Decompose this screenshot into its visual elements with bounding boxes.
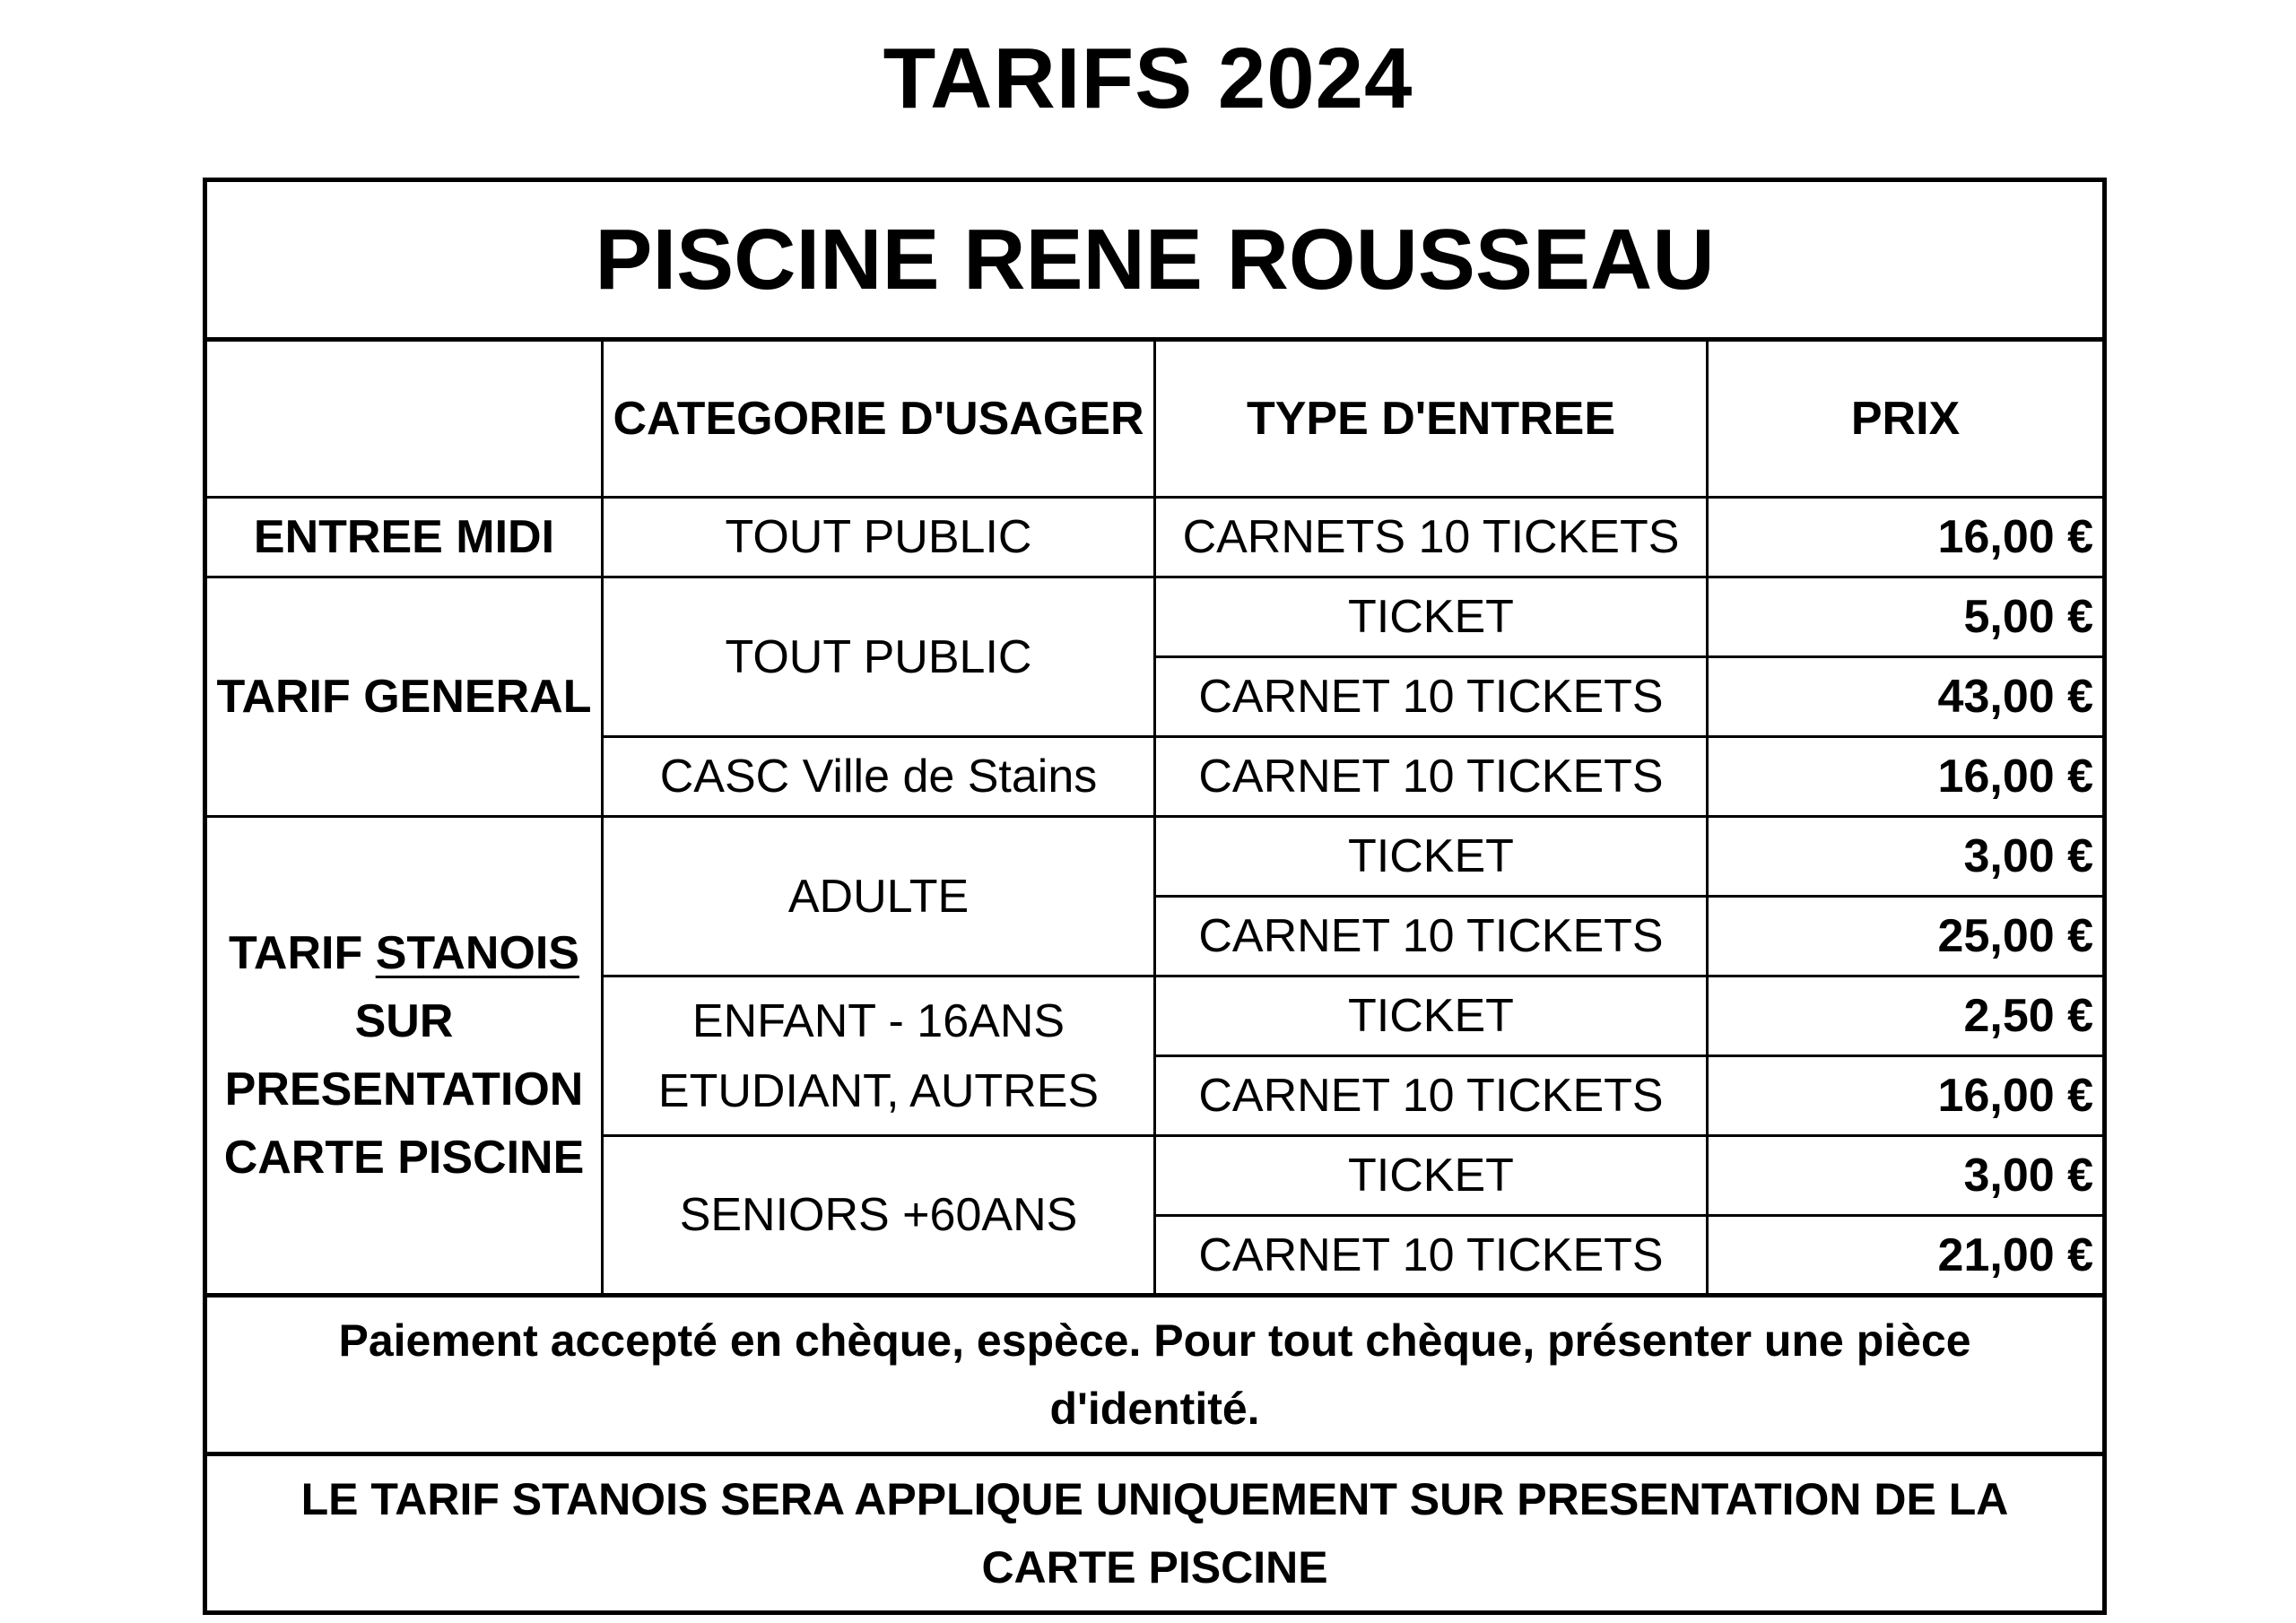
category-enfant-line1: ENFANT - 16ANS <box>691 994 1065 1047</box>
category-cell <box>603 976 1155 1136</box>
category-cell: SENIORS +60ANS <box>603 1136 1155 1296</box>
type-cell: CARNET 10 TICKETS <box>1155 1216 1708 1296</box>
type-cell: CARNET 10 TICKETS <box>1155 1056 1708 1136</box>
category-cell: CASC Ville de Stains <box>603 737 1155 817</box>
table-row <box>205 498 2105 577</box>
price-cell: 3,00 € <box>1708 1136 2105 1216</box>
group-label-midi: ENTREE MIDI <box>205 498 603 577</box>
price-cell: 16,00 € <box>1708 737 2105 817</box>
price-cell: 43,00 € <box>1708 657 2105 737</box>
category-cell: TOUT PUBLIC <box>603 498 1155 577</box>
stanois-note: LE TARIF STANOIS SERA APPLIQUE UNIQUEMENT SUR PRESENTATION DE LA CARTE PISCINE <box>205 1454 2105 1613</box>
stanois-label-line4: CARTE PISCINE <box>223 1132 585 1184</box>
type-cell: CARNET 10 TICKETS <box>1155 897 1708 976</box>
price-cell: 2,50 € <box>1708 976 2105 1056</box>
footer-row <box>205 1454 2105 1613</box>
header-category: CATEGORIE D'USAGER <box>603 340 1155 498</box>
stanois-label-prefix: TARIF <box>229 927 376 979</box>
price-cell: 5,00 € <box>1708 577 2105 657</box>
type-cell: CARNETS 10 TICKETS <box>1155 498 1708 577</box>
price-cell: 25,00 € <box>1708 897 2105 976</box>
price-cell: 16,00 € <box>1708 1056 2105 1136</box>
stanois-label-line2: SUR <box>354 995 454 1047</box>
stanois-label-underlined: STANOIS <box>375 927 579 979</box>
price-cell: 21,00 € <box>1708 1216 2105 1296</box>
group-label-general: TARIF GENERAL <box>205 577 603 817</box>
table-title-row <box>205 180 2105 340</box>
price-cell: 16,00 € <box>1708 498 2105 577</box>
payment-note: Paiement accepté en chèque, espèce. Pour tout chèque, présenter une pièce d'identité. <box>205 1296 2105 1454</box>
category-cell: ADULTE <box>603 817 1155 976</box>
header-label <box>205 340 603 498</box>
table-header-row <box>205 340 2105 498</box>
type-cell: TICKET <box>1155 577 1708 657</box>
table-row <box>205 577 2105 657</box>
category-enfant-line2: ETUDIANT, AUTRES <box>657 1064 1100 1117</box>
table-title: PISCINE RENE ROUSSEAU <box>205 180 2105 340</box>
type-cell: TICKET <box>1155 976 1708 1056</box>
header-price: PRIX <box>1708 340 2105 498</box>
group-label-stanois <box>205 817 603 1296</box>
footer-row <box>205 1296 2105 1454</box>
page-title: TARIFS 2024 <box>883 30 1413 126</box>
type-cell: CARNET 10 TICKETS <box>1155 737 1708 817</box>
category-cell: TOUT PUBLIC <box>603 577 1155 737</box>
table-row <box>205 817 2105 897</box>
type-cell: CARNET 10 TICKETS <box>1155 657 1708 737</box>
header-type: TYPE D'ENTREE <box>1155 340 1708 498</box>
tariff-table <box>203 178 2107 1615</box>
price-cell: 3,00 € <box>1708 817 2105 897</box>
type-cell: TICKET <box>1155 1136 1708 1216</box>
stanois-label-line3: PRESENTATION <box>224 1063 584 1115</box>
type-cell: TICKET <box>1155 817 1708 897</box>
